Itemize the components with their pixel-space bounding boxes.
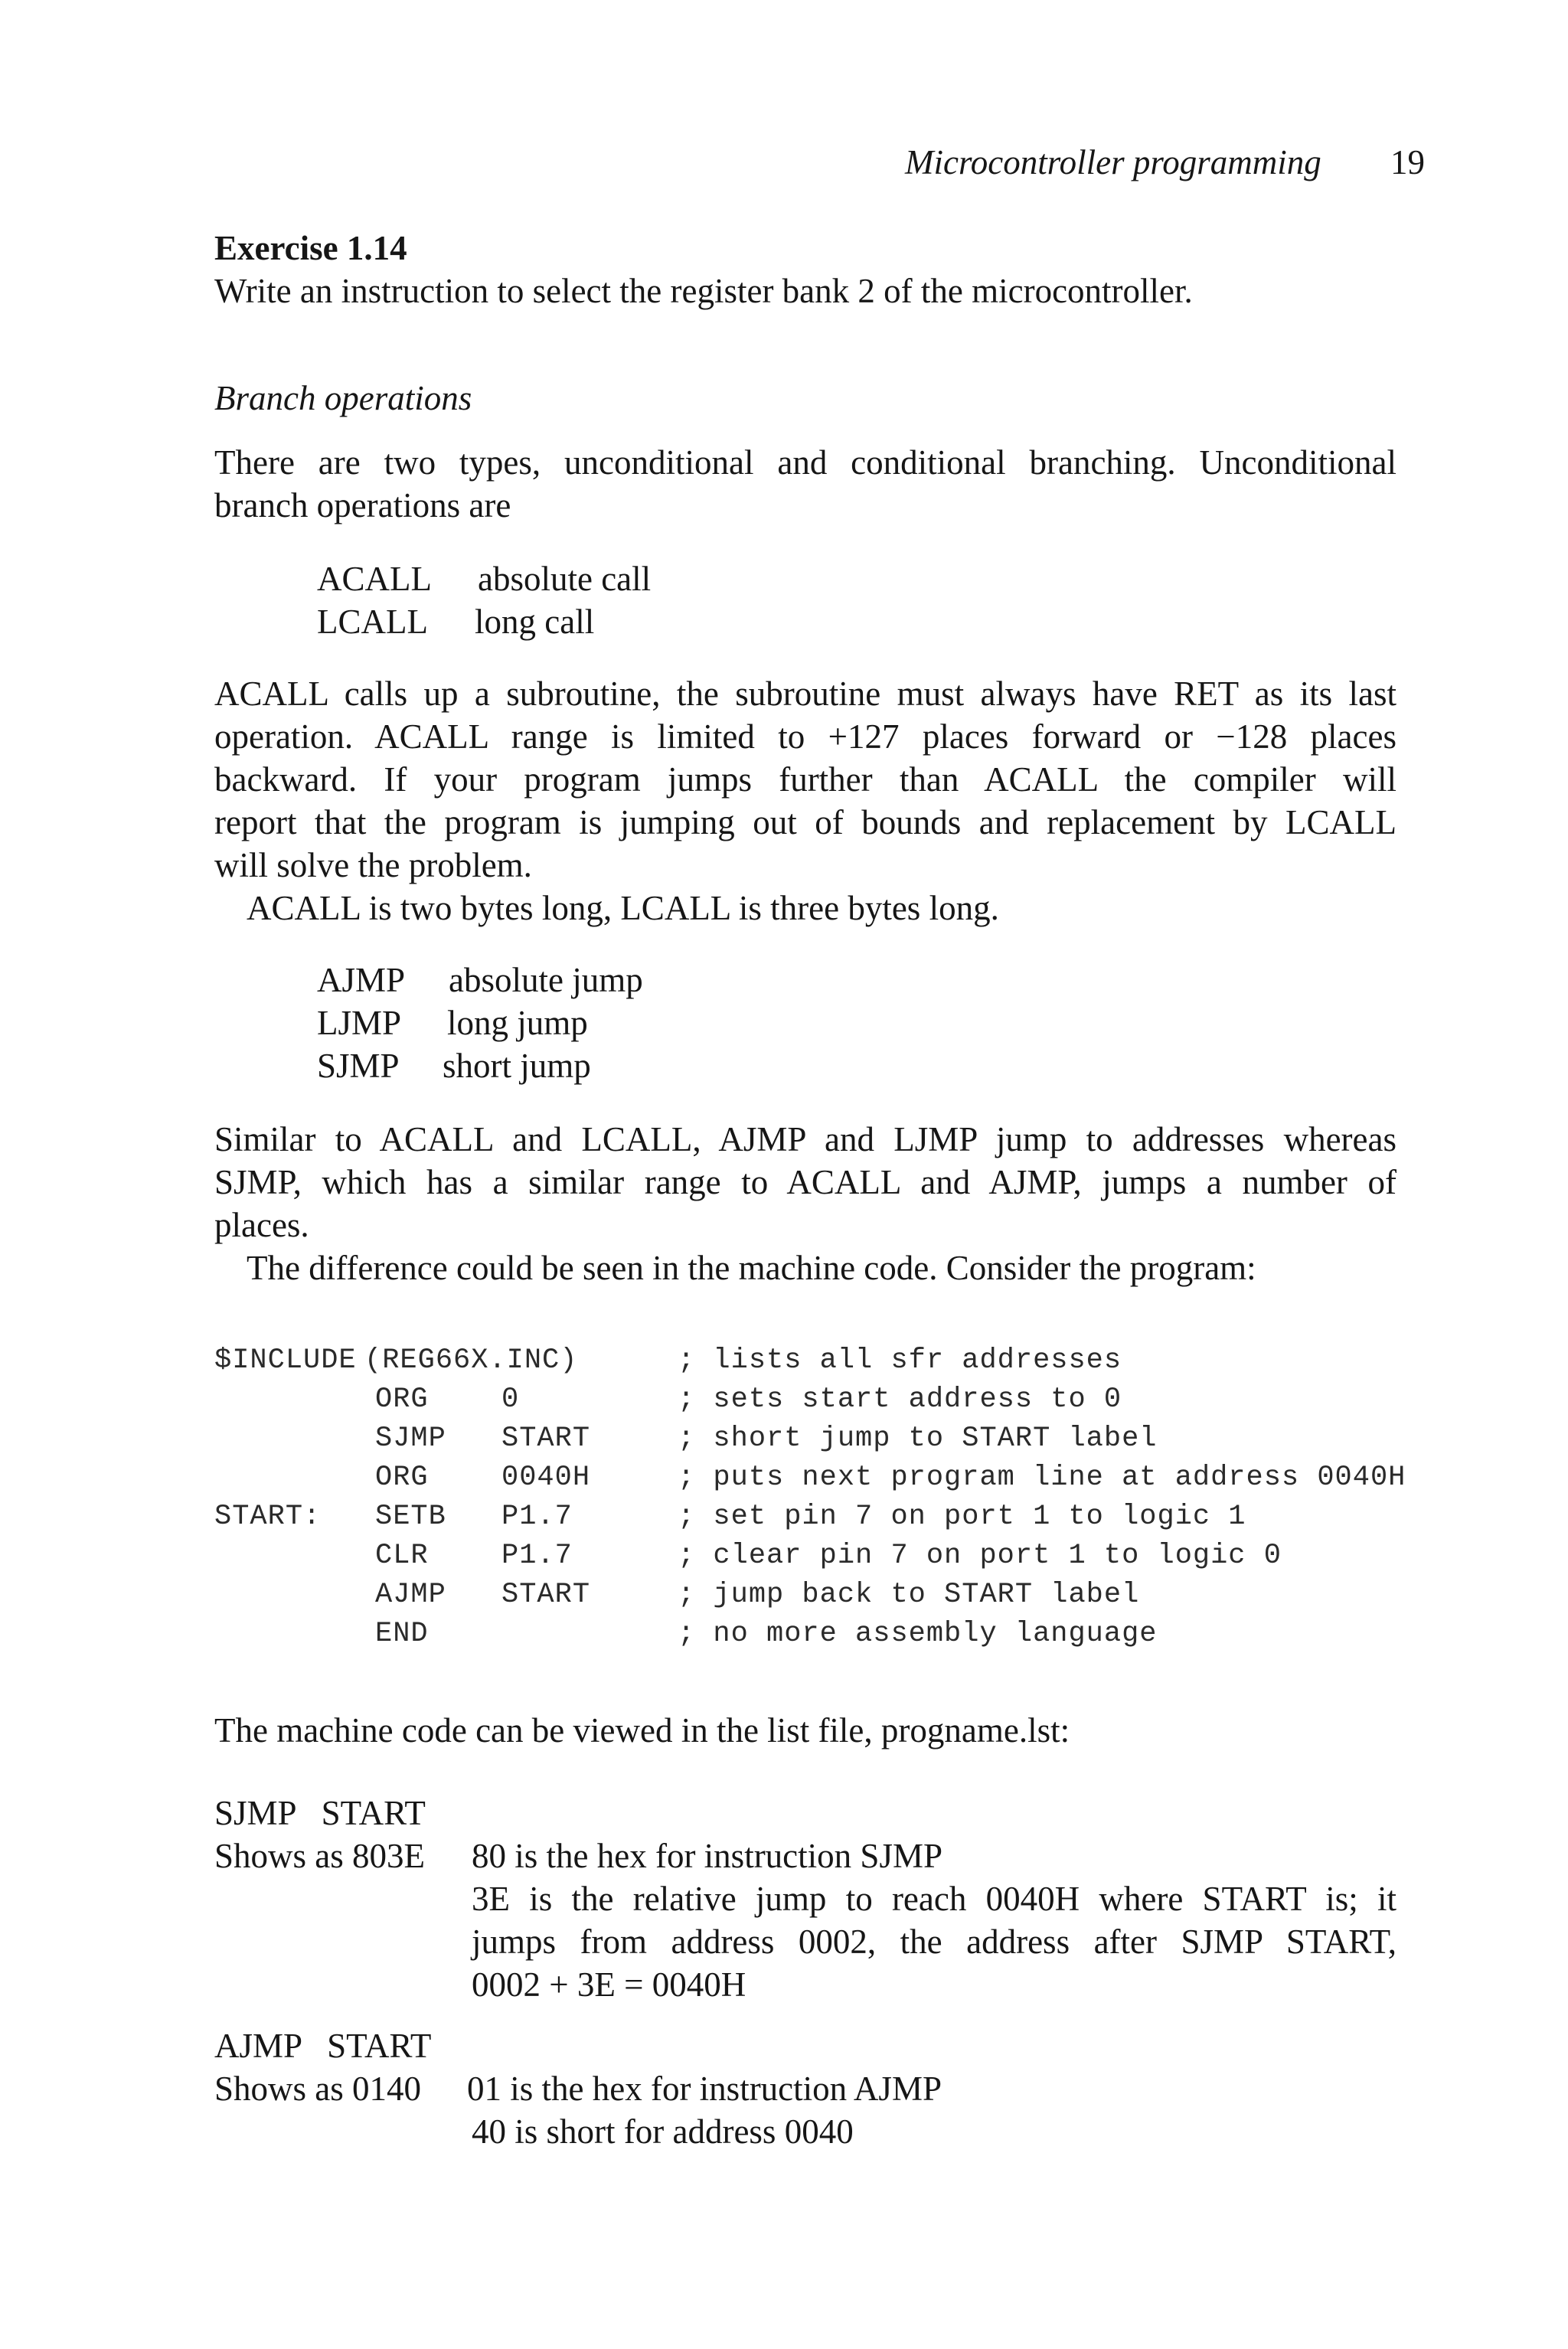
code-arg: START xyxy=(501,1423,591,1455)
paragraph-line: Similar to ACALL and LCALL, AJMP and LJMP jump to addresses whereas xyxy=(214,1120,1396,1158)
paragraph-line: operation. ACALL range is limited to +127 places forward or −128 places xyxy=(214,717,1396,756)
paragraph-list-file: The machine code can be viewed in the list file, progname.lst: xyxy=(214,1711,1070,1749)
ajmp-explanation-line: 40 is short for address 0040 xyxy=(472,2112,854,2151)
call-list-desc xyxy=(475,600,594,643)
section-heading: Branch operations xyxy=(214,379,472,417)
sjmp-explanation xyxy=(472,1877,1396,2006)
sjmp-shows-as: Shows as 803E xyxy=(214,1837,426,1875)
mnemonic-description: short jump xyxy=(443,1047,591,1085)
paragraph-line: There are two types, unconditional and conditional branching. Unconditional xyxy=(214,443,1396,482)
code-comment: ; lists all sfr addresses xyxy=(678,1344,1122,1377)
code-op: ORG xyxy=(375,1462,429,1494)
code-op: (REG66X.INC) xyxy=(364,1344,578,1377)
mnemonic: AJMP xyxy=(317,961,406,999)
mnemonic-description: long call xyxy=(475,603,595,641)
explanation-line: 0002 + 3E = 0040H xyxy=(472,1965,746,2004)
running-title: Microcontroller programming xyxy=(905,143,1321,181)
code-line xyxy=(214,1498,1439,1537)
code-op: ORG xyxy=(375,1384,429,1416)
code-comment: ; clear pin 7 on port 1 to logic 0 xyxy=(678,1540,1282,1572)
jump-list-item xyxy=(317,959,405,1001)
paragraph-call-length: ACALL is two bytes long, LCALL is three bytes long. xyxy=(247,889,999,927)
jump-list-item xyxy=(317,1001,401,1044)
paragraph-line: SJMP, which has a similar range to ACALL and AJMP, jumps a number of xyxy=(214,1163,1396,1201)
code-op: END xyxy=(375,1618,429,1650)
code-line xyxy=(214,1537,1439,1576)
code-line xyxy=(214,1615,1439,1654)
paragraph-line: branch operations are xyxy=(214,486,511,524)
mnemonic-description: absolute call xyxy=(478,560,652,598)
code-op: CLR xyxy=(375,1540,429,1572)
paragraph-acall xyxy=(214,672,1396,887)
jump-list-desc xyxy=(447,1001,588,1044)
code-op: AJMP xyxy=(375,1579,446,1611)
code-arg: P1.7 xyxy=(501,1501,573,1533)
paragraph-line: backward. If your program jumps further than ACALL the compiler will xyxy=(214,760,1396,799)
paragraph-line: places. xyxy=(214,1206,309,1244)
paragraph-branch-types xyxy=(214,441,1396,527)
page-number: 19 xyxy=(1390,143,1425,181)
exercise-text: Write an instruction to select the register bank 2 of the microcontroller. xyxy=(214,272,1193,310)
paragraph-jump-comparison xyxy=(214,1118,1396,1246)
jump-list-desc xyxy=(443,1044,591,1087)
code-arg: 0040H xyxy=(501,1462,591,1494)
ajmp-heading: AJMP START xyxy=(214,2027,432,2065)
code-line xyxy=(214,1341,1439,1380)
mnemonic-description: long jump xyxy=(447,1004,588,1042)
call-list-desc xyxy=(478,557,651,600)
code-line xyxy=(214,1459,1439,1498)
code-comment: ; short jump to START label xyxy=(678,1423,1158,1455)
code-arg: START xyxy=(501,1579,591,1611)
code-op: SETB xyxy=(375,1501,446,1533)
mnemonic: LJMP xyxy=(317,1004,402,1042)
call-list-item xyxy=(317,557,432,600)
code-comment: ; set pin 7 on port 1 to logic 1 xyxy=(678,1501,1246,1533)
code-line xyxy=(214,1380,1439,1420)
code-comment: ; no more assembly language xyxy=(678,1618,1158,1650)
mnemonic: ACALL xyxy=(317,560,432,598)
paragraph-machine-code-intro: The difference could be seen in the machine code. Consider the program: xyxy=(247,1249,1256,1287)
code-label: $INCLUDE xyxy=(214,1344,357,1377)
paragraph-line: will solve the problem. xyxy=(214,846,532,884)
ajmp-shows-as: Shows as 0140 xyxy=(214,2070,422,2108)
code-label: START: xyxy=(214,1501,322,1533)
code-arg: P1.7 xyxy=(501,1540,573,1572)
paragraph-line: ACALL calls up a subroutine, the subroutine must always have RET as its last xyxy=(214,675,1396,713)
explanation-line: 3E is the relative jump to reach 0040H where START is; it xyxy=(472,1880,1396,1918)
code-arg: 0 xyxy=(501,1384,520,1416)
code-comment: ; jump back to START label xyxy=(678,1579,1140,1611)
mnemonic: LCALL xyxy=(317,603,428,641)
sjmp-explanation-line: 80 is the hex for instruction SJMP xyxy=(472,1837,942,1875)
code-line xyxy=(214,1420,1439,1459)
mnemonic: SJMP xyxy=(317,1047,400,1085)
code-line xyxy=(214,1576,1439,1615)
mnemonic-description: absolute jump xyxy=(449,961,643,999)
ajmp-explanation-line: 01 is the hex for instruction AJMP xyxy=(467,2070,942,2108)
explanation-line: jumps from address 0002, the address after SJMP START, xyxy=(472,1923,1396,1961)
jump-list-item xyxy=(317,1044,400,1087)
call-list-item xyxy=(317,600,428,643)
code-comment: ; sets start address to 0 xyxy=(678,1384,1122,1416)
exercise-title: Exercise 1.14 xyxy=(214,229,407,267)
code-comment: ; puts next program line at address 0040H xyxy=(678,1462,1406,1494)
paragraph-line: report that the program is jumping out of bounds and replacement by LCALL xyxy=(214,803,1396,841)
jump-list-desc xyxy=(449,959,643,1001)
sjmp-heading: SJMP START xyxy=(214,1794,426,1832)
code-op: SJMP xyxy=(375,1423,446,1455)
